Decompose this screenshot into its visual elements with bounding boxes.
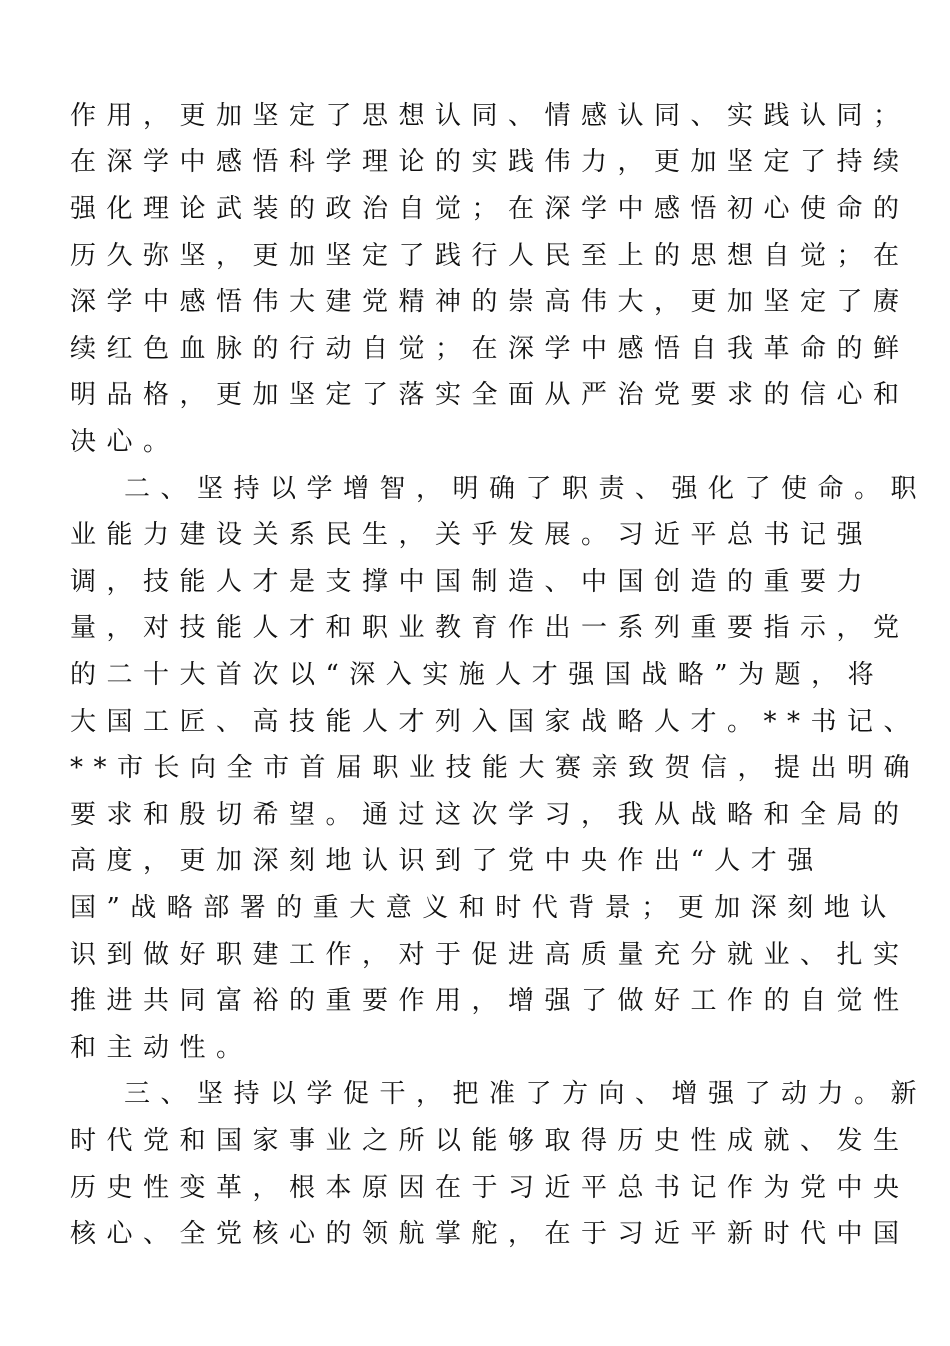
- paragraph-heading: 二、坚持以学增智，明确了职责、强化了使命。职: [124, 474, 928, 504]
- text-line: **市长向全市首届职业技能大赛亲致贺信，提出明确: [70, 753, 921, 783]
- text-line: 续红色血脉的行动自觉；在深学中感悟自我革命的鲜: [70, 334, 910, 364]
- text-line: 识到做好职建工作，对于促进高质量充分就业、扎实: [70, 940, 910, 970]
- text-line: 推进共同富裕的重要作用，增强了做好工作的自觉性: [70, 986, 910, 1016]
- text-line: 大国工匠、高技能人才列入国家战略人才。**书记、: [70, 707, 921, 737]
- text-line: 历史性变革，根本原因在于习近平总书记作为党中央: [70, 1173, 910, 1203]
- text-line: 作用，更加坚定了思想认同、情感认同、实践认同；: [70, 101, 910, 131]
- text-line: 高度，更加深刻地认识到了党中央作出“人才强: [70, 846, 824, 876]
- text-line: 在深学中感悟科学理论的实践伟力，更加坚定了持续: [70, 147, 910, 177]
- text-line: 要求和殷切希望。通过这次学习，我从战略和全局的: [70, 800, 910, 830]
- text-line: 和主动性。: [70, 1033, 253, 1063]
- text-line: 深学中感悟伟大建党精神的崇高伟大，更加坚定了赓: [70, 287, 910, 317]
- text-line: 量，对技能人才和职业教育作出一系列重要指示，党: [70, 613, 910, 643]
- text-line: 决心。: [70, 427, 180, 457]
- text-line: 历久弥坚，更加坚定了践行人民至上的思想自觉；在: [70, 241, 910, 271]
- paragraph-heading: 三、坚持以学促干，把准了方向、增强了动力。新: [124, 1079, 928, 1109]
- text-line: 的二十大首次以“深入实施人才强国战略”为题，将: [70, 660, 885, 690]
- text-line: 核心、全党核心的领航掌舵，在于习近平新时代中国: [70, 1219, 910, 1249]
- text-line: 调，技能人才是支撑中国制造、中国创造的重要力: [70, 567, 874, 597]
- text-line: 明品格，更加坚定了落实全面从严治党要求的信心和: [70, 380, 910, 410]
- text-line: 强化理论武装的政治自觉；在深学中感悟初心使命的: [70, 194, 910, 224]
- text-line: 业能力建设关系民生，关乎发展。习近平总书记强: [70, 520, 874, 550]
- text-line: 时代党和国家事业之所以能够取得历史性成就、发生: [70, 1126, 910, 1156]
- text-line: 国”战略部署的重大意义和时代背景；更加深刻地认: [70, 893, 897, 923]
